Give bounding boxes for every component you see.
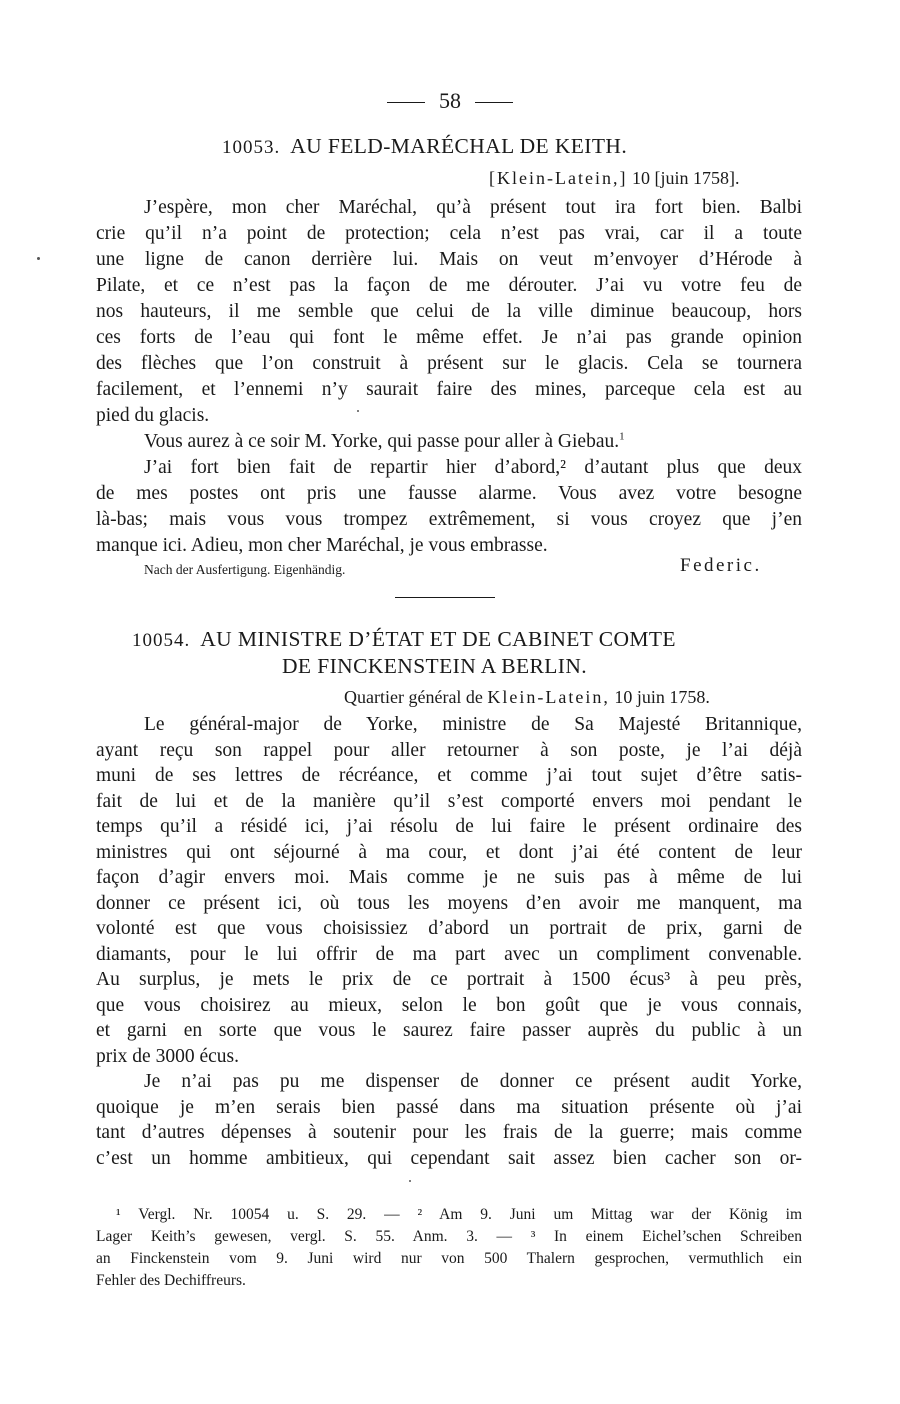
letter-10054-body xyxy=(96,712,802,1182)
text-line: fait de lui et de la manière qu’il s’est comporté envers moi pendant le xyxy=(96,790,802,812)
letter-10053-heading xyxy=(222,134,627,159)
text-line: Au surplus, je mets le prix de ce portrait à 1500 écus³ à peu près, xyxy=(96,969,802,990)
text-line: nos hauteurs, il me semble que celui de la ville diminue beaucoup, hors xyxy=(96,301,802,322)
text-line: volonté est que vous choisissiez d’abord un portrait de prix, garni de xyxy=(96,918,802,939)
stray-mark xyxy=(409,1180,411,1182)
signature: Federic. xyxy=(680,555,762,576)
page-number-dash-right xyxy=(475,102,513,103)
footnote-line: an Finckenstein vom 9. Juni wird nur von 500 Thalern gesprochen, vermuthlich ein xyxy=(96,1250,802,1267)
text-line: Je n’ai pas pu me dispenser de donner ce présent audit Yorke, xyxy=(144,1071,802,1092)
text-line: des flèches que l’on construit à présent sur le glacis. Cela se tournera xyxy=(96,353,802,374)
letter-10054-heading-line2: DE FINCKENSTEIN A BERLIN. xyxy=(282,654,588,678)
text-line: Pilate, et ce n’est pas la façon de me dérouter. J’ai vu votre feu de xyxy=(96,275,802,296)
text-line: là-bas; mais vous vous trompez extrêmement, si vous croyez que j’en xyxy=(96,509,802,530)
letter-10053-body xyxy=(96,195,802,555)
text-line: ces forts de l’eau qui font le même effet. Je n’ai pas grande opinion xyxy=(96,327,802,348)
page-number: 58 xyxy=(0,88,900,114)
text-line: ministres qui ont séjourné à ma cour, et dont j’ai été content de leur xyxy=(96,841,802,863)
footnotes xyxy=(96,1204,802,1294)
text-line: que vous choisirez au mieux, selon le bon goût que je vous connais, xyxy=(96,994,802,1016)
text-line: prix de 3000 écus. xyxy=(96,1045,239,1067)
dateline-prefix: Quartier général de xyxy=(344,687,483,707)
text-line: Le général-major de Yorke, ministre de Sa Majesté Britannique, xyxy=(144,714,802,735)
stray-mark xyxy=(357,410,359,412)
footnote-line: ¹ Vergl. Nr. 10054 u. S. 29. — ² Am 9. Juni um Mittag war der König im xyxy=(116,1206,802,1223)
letter-title: AU MINISTRE D’ÉTAT ET DE CABINET COMTE xyxy=(200,627,676,651)
stray-mark xyxy=(37,257,40,260)
dateline-date: 10 [juin 1758]. xyxy=(631,168,740,188)
dateline-place: [Klein-Latein,] xyxy=(489,168,628,188)
letter-10053-dateline xyxy=(489,168,739,189)
text-line: une ligne de canon derrière lui. Mais on veut m’envoyer d’Hérode à xyxy=(96,249,802,270)
text-line: tant d’autres dépenses à soutenir pour les frais de la guerre; mais comme xyxy=(96,1122,802,1143)
text-line: c’est un homme ambitieux, qui cependant sait assez bien cacher son or- xyxy=(96,1147,802,1169)
letter-10054-dateline xyxy=(344,687,710,708)
text-line: J’espère, mon cher Maréchal, qu’à présent tout ira fort bien. Balbi xyxy=(144,197,802,218)
text-line: diamants, pour le lui offrir de ma part avec un compliment convenable. xyxy=(96,943,802,965)
text-line: quoique je m’en serais bien passé dans ma situation présente où j’ai xyxy=(96,1096,802,1118)
text-line: de mes postes ont pris une fausse alarme. Vous avez votre besogne xyxy=(96,483,802,504)
text-line: façon d’agir envers moi. Mais comme je ne suis pas à même de lui xyxy=(96,867,802,888)
section-divider xyxy=(395,597,495,598)
letter-title: AU FELD-MARÉCHAL DE KEITH. xyxy=(290,134,628,158)
text-line: ayant reçu son rappel pour aller retourner à son poste, je l’ai déjà xyxy=(96,739,802,761)
dateline-date: 10 juin 1758. xyxy=(614,687,710,707)
text-line: et garni en sorte que vous le saurez faire passer auprès du public à un xyxy=(96,1020,802,1041)
letter-10054-heading xyxy=(132,627,676,652)
letter-number: 10054. xyxy=(132,630,191,651)
source-note: Nach der Ausfertigung. Eigenhändig. xyxy=(144,562,346,577)
text-line: temps qu’il a résidé ici, j’ai résolu de lui faire le présent ordinaire des xyxy=(96,816,802,837)
text-line: manque ici. Adieu, mon cher Maréchal, je vous embrasse. xyxy=(96,535,548,556)
text-line: facilement, et l’ennemi n’y saurait faire des mines, parceque cela est au xyxy=(96,379,802,400)
text-line: J’ai fort bien fait de repartir hier d’abord,² d’autant plus que deux xyxy=(144,457,802,478)
dateline-place: Klein-Latein, xyxy=(487,687,610,707)
text-line: muni de ses lettres de récréance, et comme j’ai tout sujet d’être satis- xyxy=(96,765,802,786)
text-line: pied du glacis. xyxy=(96,405,210,426)
text-line: Vous aurez à ce soir M. Yorke, qui passe pour aller à Giebau.$^1$ xyxy=(144,430,625,452)
footnote-line: Fehler des Dechiffreurs. xyxy=(96,1272,246,1289)
footnote-marker: 1 xyxy=(619,430,625,443)
footnote-line: Lager Keith’s gewesen, vergl. S. 55. Anm. 3. — ³ In einem Eichel’schen Schreiben xyxy=(96,1228,802,1245)
text-line: crie qu’il n’a point de protection; cela n’est pas vrai, car il a toute xyxy=(96,223,802,244)
letter-number: 10053. xyxy=(222,137,281,158)
text-line: donner ce présent ici, où tous les moyens d’en avoir me manquent, ma xyxy=(96,892,802,914)
page-number-dash-left xyxy=(387,102,425,103)
